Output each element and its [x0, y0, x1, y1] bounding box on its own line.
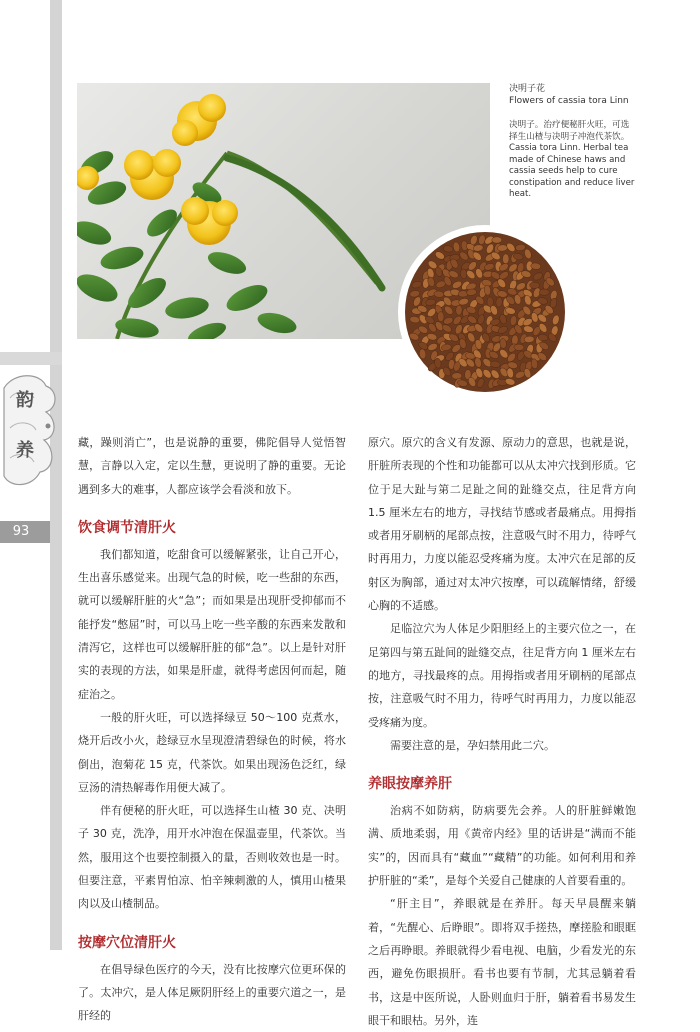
- seed-mark: [437, 312, 444, 322]
- cassia-seeds-photo: [401, 228, 569, 396]
- caption-title-en: Flowers of cassia tora Linn: [509, 96, 629, 106]
- paragraph: 在倡导绿色医疗的今天，没有比按摩穴位更环保的了。太冲穴，是人体足厥阴肝经上的重要穴道之一，是肝经的: [78, 962, 346, 1023]
- page-number: 93: [12, 524, 30, 539]
- left-column: [78, 431, 346, 1028]
- section-title-massage: 按摩穴位清肝火: [78, 934, 176, 951]
- paragraph: 需要注意的是，孕妇禁用此二穴。: [390, 738, 555, 752]
- caption-body: 决明子。治疗便秘肝火旺，可选择生山楂与决明子冲泡代茶饮。: [509, 120, 630, 142]
- cloud-ornament: [0, 368, 62, 493]
- seeds-illustration-icon: [401, 228, 569, 396]
- caption-body-en: Cassia tora Linn. Herbal tea made of Chinese haws and cassia seeds help to cure constipation and reduce liver heat.: [509, 143, 635, 199]
- paragraph: 原穴。原穴的含义有发源、原动力的意思，也就是说，肝脏所表现的个性和功能都可以从太冲穴找到形质。它位于足大趾与第二足趾之间的趾缝交点，往足背方向 1.5 厘米左右的地方，寻找结节感或者最痛点。用拇指或者用牙刷柄的尾部点按，注意吸气时不用力，待呼气时再用力，力度以能忍受疼痛为度。太冲穴在足部的反射区为胸部，通过对太冲穴按摩，可以疏解情绪，舒缓心胸的不适感。: [368, 436, 636, 613]
- right-column: [368, 431, 636, 1032]
- intro-paragraph: 藏，躁则消亡”，也是说静的重要，佛陀倡导人觉悟智慧，言静以入定，定以生慧，更说明了静的重要。无论遇到多大的难事，人都应该学会看淡和放下。: [78, 436, 346, 496]
- margin-horizontal-bar: [0, 352, 62, 365]
- paragraph: “肝主目”，养眼就是在养肝。每天早晨醒来躺着，“先醒心、后睁眼”。即将双手搓热，摩搓脸和眼眶之后再睁眼。养眼就得少看电视、电脑，少看发光的东西，避免伤眼损肝。看书也要有节制，尤其忌躺着看书，这是中医所说，人卧则血归于肝，躺着看书易发生眼干和眼枯。另外，连: [368, 897, 636, 1027]
- section-title-diet: 饮食调节清肝火: [78, 519, 176, 536]
- seed-mark: [456, 305, 463, 315]
- paragraph: 治病不如防病，防病要先会养。人的肝脏鲜嫩饱满、质地柔弱，用《黄帝内经》里的话讲是“满而不能实”的，因而具有“藏血”“藏精”的功能。如何利用和养护肝脏的“柔”，是每个关爱自己健康的人首要看重的。: [368, 804, 636, 888]
- paragraph: 足临泣穴为人体足少阳胆经上的主要穴位之一，在足第四与第五趾间的趾缝交点，往足背方向 1 厘米左右的地方，寻找最疼的点。用拇指或者用牙刷柄的尾部点按，注意吸气时不用力，待呼气时再用力，力度以能忍受疼痛为度。: [368, 622, 636, 729]
- paragraph: 一般的肝火旺，可以选择绿豆 50～100 克煮水，烧开后改小火，趁绿豆水呈现澄清碧绿色的时候，将水倒出，泡菊花 15 克，代茶饮。如果出现汤色泛红，绿豆汤的清热解毒作用便大减了。: [78, 710, 346, 794]
- seed-mark: [514, 344, 524, 351]
- section-title-eyes: 养眼按摩养肝: [368, 776, 452, 793]
- paragraph: 我们都知道，吃甜食可以缓解紧张，让自己开心，生出喜乐感觉来。出现气急的时候，吃一些甜的东西，就可以缓解肝脏的火“急”；而如果是出现肝受抑郁而不能抒发“憋屈”时，可以马上吃一些辛酸的东西来发散和清泻它，这样也可以缓解肝脏的郁“急”。以上是针对肝实的表现的方法，如果是肝虚，就得考虑因何而起，随症治之。: [78, 547, 346, 701]
- caption-title: 决明子花: [509, 84, 546, 94]
- margin-char-1: 韵: [16, 390, 34, 411]
- paragraph: 伴有便秘的肝火旺，可以选择生山楂 30 克、决明子 30 克，洗净，用开水冲泡在保温壶里，代茶饮。当然，服用这个也要控制摄入的量，否则收效也是一时。但要注意，平素胃怕凉、怕辛辣刺激的人，慎用山楂果肉以及山楂制品。: [78, 804, 346, 911]
- margin-char-2: 养: [16, 440, 34, 461]
